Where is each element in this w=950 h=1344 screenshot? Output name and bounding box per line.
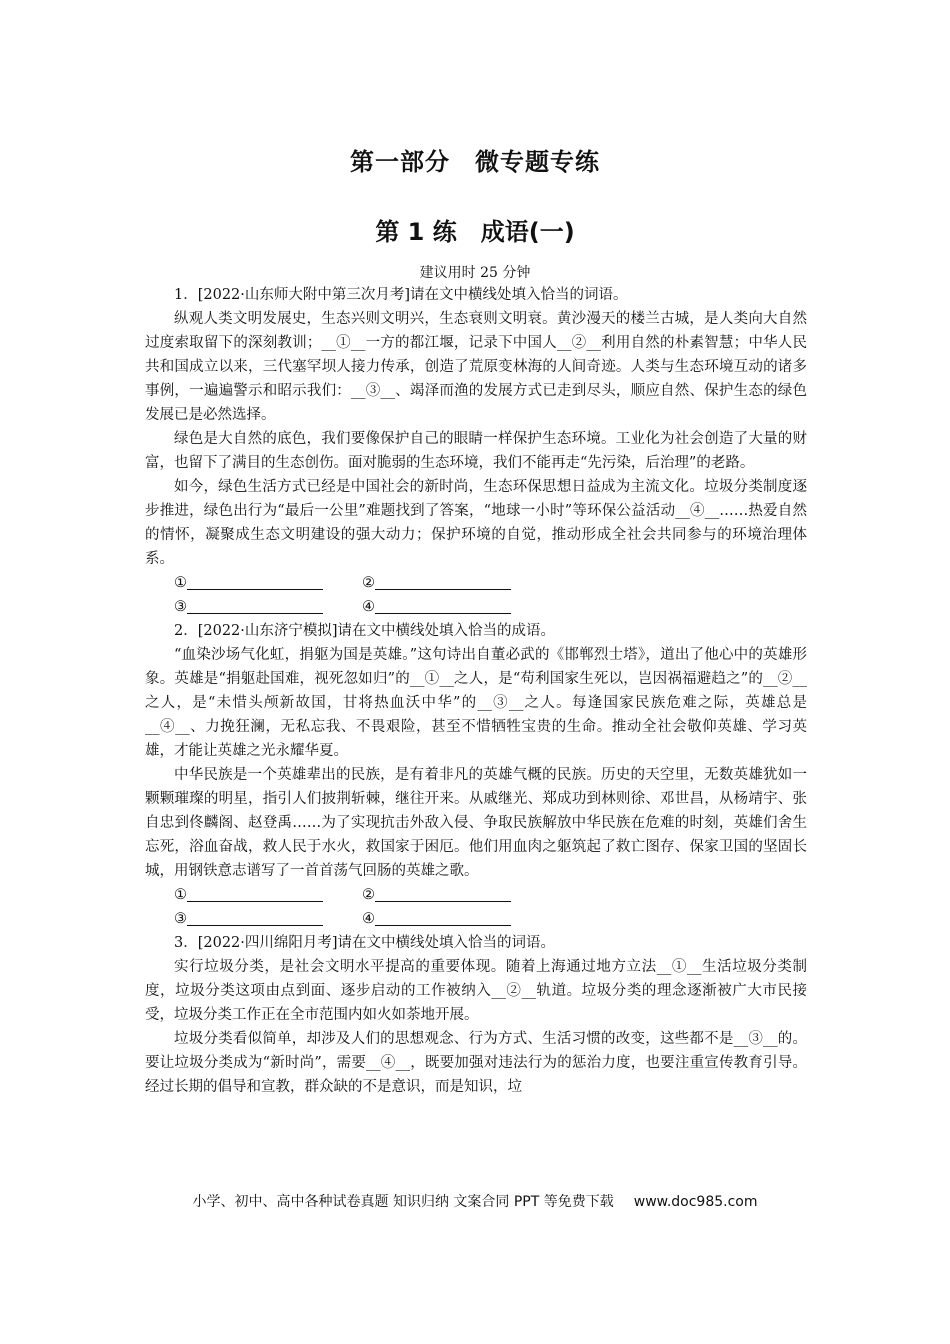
answer-blank[interactable] [187,575,323,590]
answer-number: ③ [174,599,187,615]
answer-blank[interactable] [187,599,323,614]
answer-blank[interactable] [375,887,511,902]
question-3-paragraph: 实行垃圾分类，是社会文明水平提高的重要体现。随着上海通过地方立法__①__生活垃圾分类制度，垃圾分类这项由点到面、逐步启动的工作被纳入__②__轨道。垃圾分类的理念逐渐被广大市民接受，垃圾分类工作正在全市范围内如火如荼地开展。 [145,959,807,1023]
answer-blank[interactable] [375,599,511,614]
answer-number: ② [362,575,375,591]
question-3-stem: 3．[2022·四川绵阳月考]请在文中横线处填入恰当的词语。 [174,935,556,951]
answer-blank[interactable] [375,575,511,590]
question-1-answer-row [174,595,807,619]
answer-number: ③ [174,911,187,927]
question-2-answer-row [174,907,807,931]
question-1-answer-row [174,571,807,595]
question-1-stem: 1．[2022·山东师大附中第三次月考]请在文中横线处填入恰当的词语。 [174,287,628,303]
answer-number: ① [174,887,187,903]
answer-number: ④ [362,599,375,615]
answer-number: ① [174,575,187,591]
question-2-paragraph: “血染沙场气化虹，捐躯为国是英雄。”这句诗出自董必武的《邯郸烈士塔》，道出了他心中的英雄形象。英雄是“捐躯赴国难，视死忽如归”的__①__之人，是“苟利国家生死以，岂因祸福避趋之”的__②__之人，是“未惜头颅新故国，甘将热血沃中华”的__③__之人。每逢国家民族危难之际，英雄总是__④__、力挽狂澜，无私忘我、不畏艰险，甚至不惜牺牲宝贵的生命。推动全社会敬仰英雄、学习英雄，才能让英雄之光永耀华夏。 [145,647,807,759]
question-1-paragraph: 如今，绿色生活方式已经是中国社会的新时尚，生态环保思想日益成为主流文化。垃圾分类制度逐步推进，绿色出行为“最后一公里”难题找到了答案，“地球一小时”等环保公益活动__④__……热爱自然的情怀，凝聚成生态文明建设的强大动力；保护环境的自觉，推动形成全社会共同参与的环境治理体系。 [145,479,807,567]
page-footer [0,1191,950,1211]
question-1-paragraph: 纵观人类文明发展史，生态兴则文明兴，生态衰则文明衰。黄沙漫天的楼兰古城，是人类向大自然过度索取留下的深刻教训；__①__一方的都江堰，记录下中国人__②__利用自然的朴素智慧；中华人民共和国成立以来，三代塞罕坝人接力传承，创造了荒原变林海的人间奇迹。人类与生态环境互动的诸多事例，一遍遍警示和昭示我们：__③__、竭泽而渔的发展方式已走到尽头，顺应自然、保护生态的绿色发展已是必然选择。 [145,311,807,423]
question-2-paragraph: 中华民族是一个英雄辈出的民族，是有着非凡的英雄气概的民族。历史的天空里，无数英雄犹如一颗颗璀璨的明星，指引人们披荆斩棘，继往开来。从戚继光、郑成功到林则徐、邓世昌，从杨靖宇、张自忠到佟麟阁、赵登禹……为了实现抗击外敌入侵、争取民族解放中华民族在危难的时刻，英雄们舍生忘死，浴血奋战，救人民于水火，救国家于困厄。他们用血肉之躯筑起了救亡图存、保家卫国的坚固长城，用钢铁意志谱写了一首首荡气回肠的英雄之歌。 [145,767,807,879]
answer-blank[interactable] [187,887,323,902]
footer-text: 小学、初中、高中各种试卷真题 知识归纳 文案合同 PPT 等免费下载 [192,1194,614,1210]
document-body [145,283,807,1099]
answer-blank[interactable] [187,911,323,926]
question-3-paragraph: 垃圾分类看似简单，却涉及人们的思想观念、行为方式、生活习惯的改变，这些都不是__③__的。要让垃圾分类成为“新时尚”，需要__④__，既要加强对违法行为的惩治力度，也要注重宣传教育引导。经过长期的倡导和宣教，群众缺的不是意识，而是知识，垃 [145,1031,807,1095]
question-2-stem: 2．[2022·山东济宁模拟]请在文中横线处填入恰当的成语。 [174,623,556,639]
lesson-title: 第 1 练 成语(一) [375,218,575,246]
part-title: 第一部分 微专题专练 [350,148,600,176]
answer-blank[interactable] [375,911,511,926]
question-1-paragraph: 绿色是大自然的底色，我们要像保护自己的眼睛一样保护生态环境。工业化为社会创造了大量的财富，也留下了满目的生态创伤。面对脆弱的生态环境，我们不能再走“先污染，后治理”的老路。 [145,431,807,471]
question-2-answer-row [174,883,807,907]
answer-number: ④ [362,911,375,927]
answer-number: ② [362,887,375,903]
time-hint: 建议用时 25 分钟 [419,265,531,281]
footer-url[interactable]: www.doc985.com [633,1194,758,1210]
